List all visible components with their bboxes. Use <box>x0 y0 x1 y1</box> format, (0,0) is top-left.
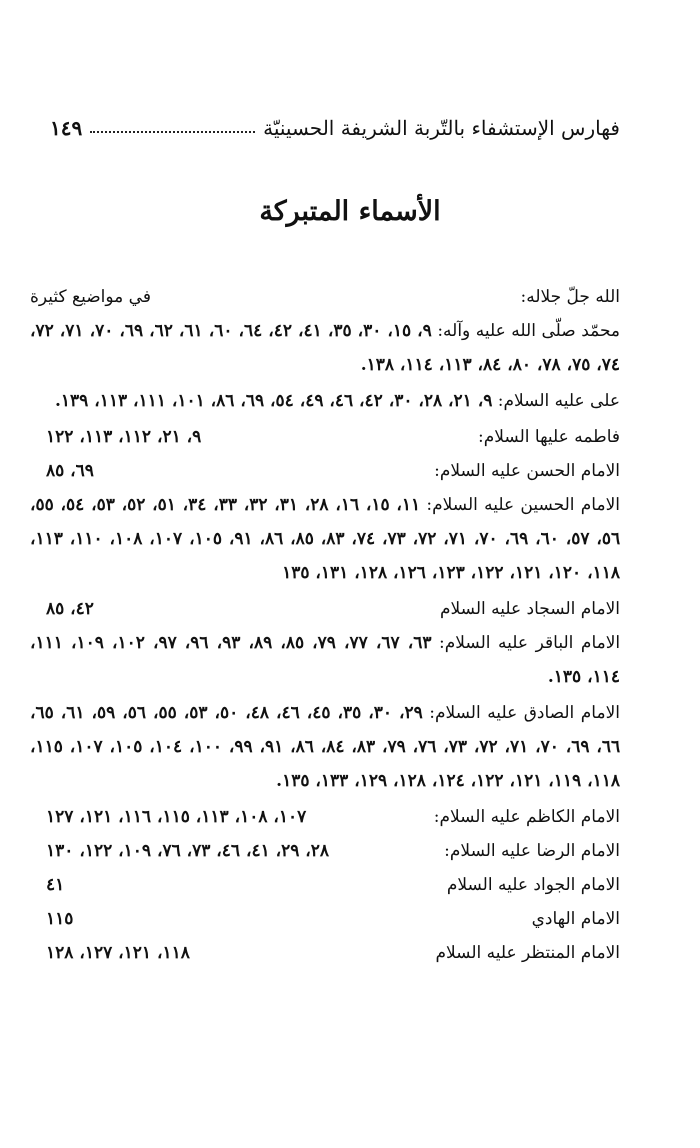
entry-name: الامام الحسين عليه السلام: <box>426 495 621 515</box>
entry-name: الامام الصادق عليه السلام: <box>429 703 620 723</box>
page-number: ١٤٩ <box>50 116 83 140</box>
index-entry <box>30 592 620 626</box>
entry-name: الامام الباقر عليه السلام: <box>439 633 621 653</box>
index-list <box>30 280 620 970</box>
entry-name: الامام الجواد عليه السلام <box>446 875 620 895</box>
section-title: الأسماء المتبركة <box>259 196 441 227</box>
entry-refs: ١١٨، ١٢١، ١٢٧، ١٢٨ <box>46 943 190 963</box>
index-entry <box>30 488 620 590</box>
entry-refs: ٩، ١٥، ٣٠، ٣٥، ٤١، ٤٢، ٦٤، ٦٠، ٦١، ٦٢، ٦٩، ٧٠، ٧١، ٧٢، ٧٤، ٧٥، ٧٨، ٨٠، ٨٤، ١١٣، ١١٤، ١٣٨. <box>30 321 620 375</box>
entry-refs: ٦٣، ٦٧، ٧٧، ٧٩، ٨٥، ٨٩، ٩٣، ٩٦، ٩٧، ١٠٢، ١٠٩، ١١١، ١١٤، ١٣٥. <box>30 633 620 687</box>
index-entry <box>30 280 620 314</box>
entry-name: الامام الكاظم عليه السلام: <box>433 807 620 827</box>
entry-name: على عليه السلام: <box>497 391 620 411</box>
entry-refs: ١٠٧، ١٠٨، ١١٣، ١١٥، ١١٦، ١٢١، ١٢٧ <box>46 807 307 827</box>
entry-refs: ٤٢، ٨٥ <box>46 599 94 619</box>
index-entry <box>30 834 620 868</box>
entry-name: الامام المنتظر عليه السلام <box>435 943 620 963</box>
entry-refs: ٢٨، ٢٩، ٤١، ٤٦، ٧٣، ٧٦، ١٠٩، ١٢٢، ١٣٠ <box>46 841 330 861</box>
entry-refs: ١١، ١٥، ١٦، ٢٨، ٣١، ٣٢، ٣٣، ٣٤، ٥١، ٥٢، ٥٣، ٥٤، ٥٥، ٥٦، ٥٧، ٦٠، ٦٩، ٧٠، ٧١، ٧٢، ٧٣، ٧٤، ٨٣، ٨٥، ٨٦، ٩١، ١٠٥، ١٠٧، ١٠٨، ١١٠، ١١٣، ١١٨، ١٢٠، ١٢١، ١٢٢، ١٢٣، ١٢٦، ١٢٨، ١٣١، ١٣٥ <box>30 495 621 583</box>
entry-refs: ٤١ <box>46 875 65 895</box>
header-title: فهارس الإستشفاء بالتّربة الشريفة الحسينيّة <box>263 116 620 140</box>
header-dot-leader <box>90 131 255 133</box>
entry-name: فاطمه عليها السلام: <box>478 427 620 447</box>
index-entry <box>30 384 620 418</box>
index-entry <box>30 868 620 902</box>
entry-refs: ١١٥ <box>46 909 74 929</box>
index-entry <box>30 800 620 834</box>
index-entry <box>30 420 620 454</box>
entry-refs: ٦٩، ٨٥ <box>46 461 94 481</box>
entry-refs: ٩، ٢١، ١١٢، ١١٣، ١٢٢ <box>46 427 202 447</box>
entry-refs: في مواضيع كثيرة <box>30 287 151 307</box>
index-entry <box>30 626 620 694</box>
entry-name: الامام السجاد عليه السلام <box>440 599 620 619</box>
entry-refs: ٢٩، ٣٠، ٣٥، ٤٥، ٤٦، ٤٨، ٥٠، ٥٣، ٥٥، ٥٦، ٥٩، ٦١، ٦٥، ٦٦، ٦٩، ٧٠، ٧١، ٧٢، ٧٣، ٧٦، ٧٩، ٨٣، ٨٤، ٨٦، ٩١، ٩٩، ١٠٠، ١٠٤، ١٠٥، ١٠٧، ١١٥، ١١٨، ١١٩، ١٢١، ١٢٢، ١٢٤، ١٢٨، ١٢٩، ١٣٣، ١٣٥. <box>30 703 621 791</box>
entry-refs: ٩، ٢١، ٢٨، ٣٠، ٤٢، ٤٦، ٤٩، ٥٤، ٦٩، ٨٦، ١٠١، ١١١، ١١٣، ١٣٩. <box>55 391 493 411</box>
index-entry <box>30 314 620 382</box>
index-entry <box>30 902 620 936</box>
index-entry <box>30 936 620 970</box>
entry-name: الله جلّ جلاله: <box>520 287 620 307</box>
entry-name: الامام الحسن عليه السلام: <box>434 461 620 481</box>
running-header <box>50 106 620 140</box>
entry-name: الامام الرضا عليه السلام: <box>444 841 620 861</box>
entry-name: الامام الهادي <box>531 909 620 929</box>
index-entry <box>30 454 620 488</box>
entry-name: محمّد صلّى الله عليه وآله: <box>437 321 621 341</box>
index-entry <box>30 696 620 798</box>
